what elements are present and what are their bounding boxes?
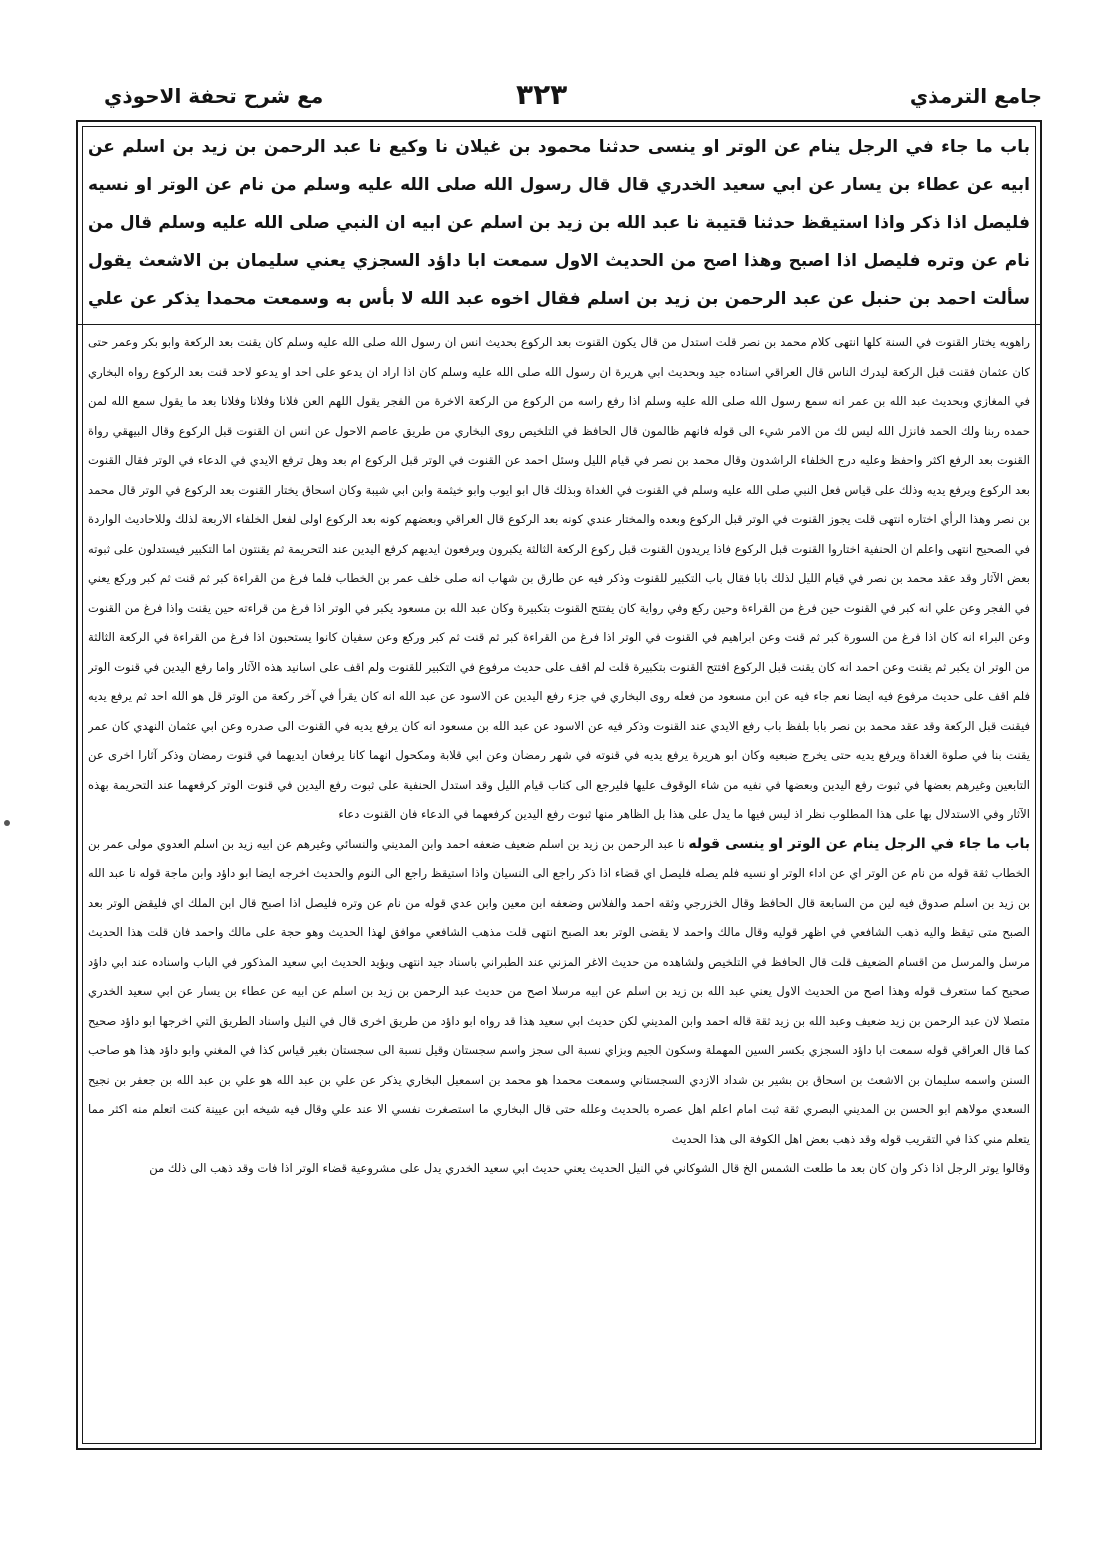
page-number: ۳۲۳ — [516, 78, 568, 111]
running-title-commentary: مع شرح تحفة الاحوذي — [104, 84, 324, 108]
commentary-block — [88, 328, 1030, 1442]
hadith-text: باب ما جاء في الرجل ينام عن الوتر او ينسى حدثنا محمود بن غيلان نا وكيع نا عبد الرحمن بن زيد بن اسلم عن ابيه عن عطاء بن يسار عن ابي سعيد الخدري قال قال رسول الله صلى الله عليه وسلم من نام عن الوتر او نسيه فليصل اذا ذكر واذا استيقظ حدثنا قتيبة نا عبد الله بن زيد بن اسلم عن ابيه ان النبي صلى الله عليه وسلم قال من نام عن وتره فليصل اذا اصبح وهذا اصح من الحديث الاول سمعت ابا داؤد السجزي يعني سليمان بن الاشعث يقول سألت احمد بن حنبل عن عبد الرحمن بن زيد بن اسلم فقال اخوه عبد الله لا بأس به وسمعت محمدا يذكر عن علي — [88, 137, 1030, 309]
section-divider — [78, 324, 1040, 325]
page-frame — [76, 120, 1042, 1450]
commentary-paragraph-3: وقالوا يوتر الرجل اذا ذكر وان كان بعد ما طلعت الشمس الخ قال الشوكاني في النيل الحديث يعني حديث ابي سعيد الخدري يدل على مشروعية قضاء الوتر اذا فات وقد ذهب الى ذلك من — [149, 1161, 1030, 1175]
running-title-book: جامع الترمذي — [909, 84, 1042, 108]
margin-dot — [4, 820, 10, 826]
page-header — [76, 78, 1042, 116]
commentary-paragraph-2 — [88, 830, 1030, 1155]
commentary-heading: باب ما جاء في الرجل ينام عن الوتر او ينسى قوله — [688, 835, 1030, 852]
hadith-text-block — [88, 128, 1030, 320]
commentary-paragraph-1: راهويه يختار القنوت في السنة كلها انتهى كلام محمد بن نصر قلت استدل من قال يكون القنوت بعد الركوع بحديث انس ان رسول الله صلى الله عليه وسلم كان يقنت بعد الركعة وابو بكر وعمر حتى كان عثمان فقنت قبل الركعة ليدرك الناس قال العراقي اسناده جيد وبحديث ابي هريرة ان رسول الله صلى الله عليه وسلم كان اذا اراد ان يدعو على احد او يدعو لاحد قنت بعد الركوع رواه البخاري في المغازي وبحديث عبد الله بن عمر انه سمع رسول الله صلى الله عليه وسلم اذا رفع راسه من الركوع من الركعة الاخرة من الفجر يقول اللهم العن فلانا وفلانا وفلانا بعد ما يقول سمع الله لمن حمده ربنا ولك الحمد فانزل الله ليس لك من الامر شيء الى قوله فانهم ظالمون قال الحافظ في التلخيص روى البخاري من طريق عاصم الاحول عن انس ان القنوت قبل الركوع وقال البيهقي رواة القنوت بعد الرفع اكثر واحفظ وعليه درج الخلفاء الراشدون وقال محمد بن نصر في قيام الليل وسئل احمد عن القنوت في الوتر قبل الركوع ام بعد وهل ترفع الايدي في الدعاء في الوتر فقال القنوت بعد الركوع ويرفع يديه وذلك على قياس فعل النبي صلى الله عليه وسلم في القنوت في الغداة وبذلك قال ابو ايوب وابو خيثمة وابن ابي شيبة وكان اسحاق يختار القنوت بعد الركوع في الوتر قال محمد بن نصر وهذا الرأي اختاره انتهى قلت يجوز القنوت في الوتر قبل الركوع وبعده والمختار عندي كونه بعد الركوع قال العراقي وبعضهم كونه بعد الركوع اولى لفعل الخلفاء الاربعة لذلك وللاحاديث الواردة في الصحيح انتهى واعلم ان الحنفية اختاروا القنوت قبل الركوع فاذا يريدون القنوت قبل ركوع الركعة الثالثة يكبرون ويرفعون ايديهم كرفع اليدين عند التحريمة ثم يقنتون اما التكبير فيستدلون على ثبوته بعض الآثار وقد عقد محمد بن نصر في قيام الليل لذلك بابا فقال باب التكبير للقنوت وذكر فيه عن طارق بن شهاب انه صلى خلف عمر بن الخطاب فلما فرغ من القراءة كبر ثم قنت ثم كبر وركع يعني في الفجر وعن علي انه كبر في القنوت حين فرغ من القراءة وحين ركع وفي رواية كان يفتتح القنوت بتكبيرة وكان عبد الله بن مسعود يكبر في الوتر اذا فرغ من قراءته حين يقنت واذا فرغ من القنوت وعن البراء انه كان اذا فرغ من السورة كبر ثم قنت وعن ابراهيم في القنوت في الوتر اذا فرغ من القراءة كبر ثم قنت ثم كبر وركع وعن سفيان كانوا يستحبون اذا فرغ من القراءة في الركعة الثالثة من الوتر ان يكبر ثم يقنت وعن احمد انه كان يقنت قبل الركوع افتتح القنوت بتكبيرة قلت لم اقف على حديث مرفوع في التكبير للقنوت ولم اقف على اسانيد هذه الآثار واما رفع اليدين في قنوت الوتر فلم اقف على حديث مرفوع فيه ايضا نعم جاء فيه عن ابن مسعود من فعله روى البخاري في جزء رفع اليدين عن الاسود عن عبد الله انه كان يقرأ في آخر ركعة من الوتر قل هو الله احد ثم يرفع يديه فيقنت قبل الركعة وقد عقد محمد بن نصر بابا بلفظ باب رفع الايدي عند القنوت وذكر فيه عن الاسود عن عبد الله بن مسعود انه كان يرفع يديه في القنوت الى صدره وعن ابي عثمان النهدي كان عمر يقنت بنا في صلوة الغداة ويرفع يديه حتى يخرج ضبعيه وكان ابو هريرة يرفع يديه في قنوته في شهر رمضان وعن ابي قلابة ومكحول انهما كانا يرفعان ايديهما في قنوت رمضان وذكر آثارا اخرى عن التابعين وغيرهم بعضها في ثبوت رفع اليدين وبعضها في نفيه من شاء الوقوف عليها فليرجع الى كتاب قيام الليل وقد استدل الحنفية على ثبوت رفع اليدين في قنوت الوتر كرفعهما عند التحريمة بهذه الآثار وفي الاستدلال بها على هذا المطلوب نظر اذ ليس فيها ما يدل على هذا بل الظاهر منها ثبوت رفع اليدين كرفعهما في الدعاء فان القنوت دعاء — [88, 335, 1030, 821]
commentary-paragraph-2-text: نا عبد الرحمن بن زيد بن اسلم ضعيف ضعفه احمد وابن المديني والنسائي وغيرهم عن ابيه زيد بن اسلم العدوي مولى عمر بن الخطاب ثقة قوله من نام عن الوتر اي عن اداء الوتر او نسيه فلم يصله فليصل اي قضاء اذا ذكر راجع الى النسيان واذا استيقظ راجع الى النوم والحديث اخرجه ايضا ابو داؤد وابن ماجة قوله نا عبد الله بن زيد بن اسلم صدوق فيه لين من السابعة قال الحافظ وقال الخزرجي وثقه احمد والفلاس وضعفه ابن معين وابن عدي قوله من نام عن وتره فليصل اذا اصبح قال ابن الملك اي فليقض الوتر بعد الصبح متى تيقظ واليه ذهب الشافعي في اظهر قوليه وقال مالك واحمد لا يقضى الوتر بعد الصبح انتهى قلت مذهب الشافعي موافق لهذا الحديث وهو حجة على مالك واحمد فان قلت هذا الحديث مرسل والمرسل من اقسام الضعيف قلت قال الحافظ في التلخيص ولشاهده من حديث الاغر المزني عند الطبراني باسناد جيد انتهى ويؤيد الحديث ابي سعيد المذكور في الباب واسناده عند ابي داؤد صحيح كما ستعرف قوله وهذا اصح من الحديث الاول يعني عبد الله بن زيد بن اسلم عن ابيه مرسلا اصح من حديث عبد الرحمن بن زيد بن اسلم عن ابيه عن عطاء بن يسار عن ابي سعيد الخدري متصلا لان عبد الرحمن بن زيد ضعيف وعبد الله بن زيد ثقة قاله احمد وابن المديني لكن حديث ابي سعيد هذا قد رواه ابو داؤد من طريق اخرى قال في النيل واسناد الطريق التي اخرجها ابو داؤد صحيح كما قال العراقي قوله سمعت ابا داؤد السجزي بكسر السين المهملة وسكون الجيم وبزاي نسبة الى سجز واسم سجستان وقيل نسبة الى سجستان بغير قياس كذا في المغني وابو داؤد هذا هو صاحب السنن واسمه سليمان بن الاشعث بن اسحاق بن بشير بن شداد الازدي السجستاني وسمعت محمدا هو محمد بن اسمعيل البخاري يذكر عن علي بن عبد الله هو علي بن عبد الله بن جعفر بن نجيح السعدي مولاهم ابو الحسن بن المديني البصري ثقة ثبت امام اعلم اهل عصره بالحديث وعلله حتى قال البخاري ما استصغرت نفسي الا عند علي وقال فيه شيخه ابن عيينة كنت اتعلم منه اكثر مما يتعلم مني كذا في التقريب قوله وقد ذهب بعض اهل الكوفة الى هذا الحديث — [88, 836, 1030, 1146]
